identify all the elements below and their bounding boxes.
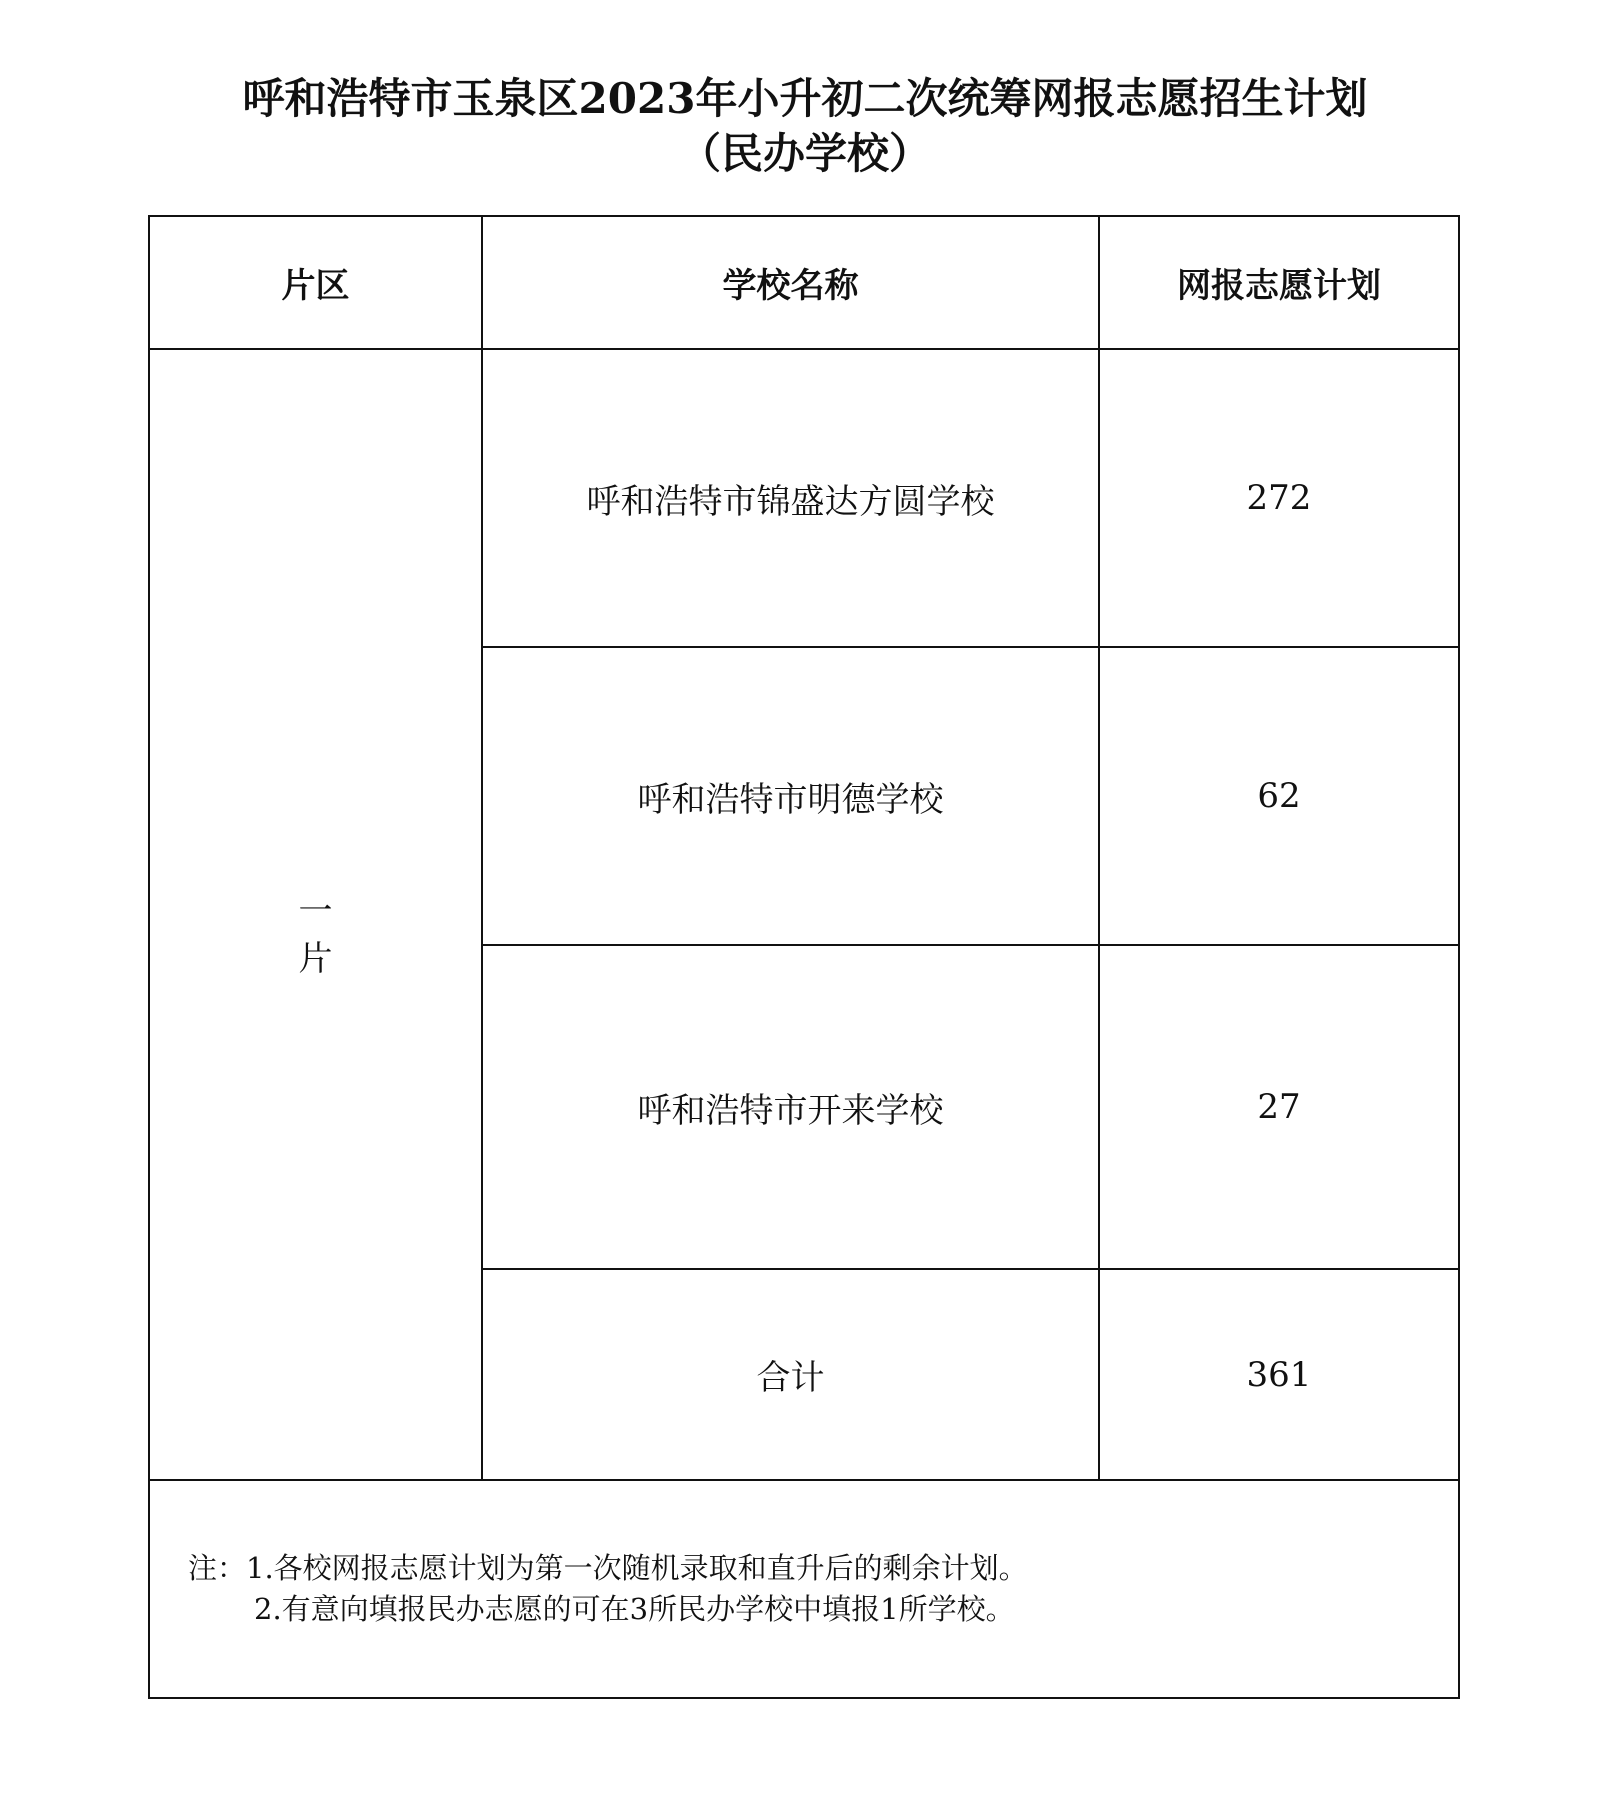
district-label: 一片 bbox=[298, 890, 333, 979]
plan-count-cell: 272 bbox=[1099, 349, 1459, 647]
note-line-2: 2.有意向填报民办志愿的可在3所民办学校中填报1所学校。 bbox=[254, 1592, 1015, 1626]
school-name-cell: 呼和浩特市开来学校 bbox=[482, 945, 1099, 1269]
school-name-cell: 呼和浩特市锦盛达方圆学校 bbox=[482, 349, 1099, 647]
header-plan: 网报志愿计划 bbox=[1099, 216, 1459, 349]
header-district: 片区 bbox=[149, 216, 482, 349]
enrollment-plan-table bbox=[148, 215, 1460, 1699]
notes-row bbox=[149, 1480, 1459, 1698]
total-label-cell: 合计 bbox=[482, 1269, 1099, 1480]
note-line-1: 注：1.各校网报志愿计划为第一次随机录取和直升后的剩余计划。 bbox=[188, 1551, 1028, 1585]
table-row bbox=[149, 349, 1459, 647]
plan-count-cell: 62 bbox=[1099, 647, 1459, 945]
notes-cell bbox=[149, 1480, 1459, 1698]
document-subtitle: （民办学校） bbox=[678, 129, 931, 178]
plan-count-cell: 27 bbox=[1099, 945, 1459, 1269]
district-cell bbox=[149, 349, 482, 1480]
document-title: 呼和浩特市玉泉区2023年小升初二次统筹网报志愿招生计划 bbox=[242, 74, 1368, 123]
table-header-row bbox=[149, 216, 1459, 349]
total-count-cell: 361 bbox=[1099, 1269, 1459, 1480]
school-name-cell: 呼和浩特市明德学校 bbox=[482, 647, 1099, 945]
header-school-name: 学校名称 bbox=[482, 216, 1099, 349]
